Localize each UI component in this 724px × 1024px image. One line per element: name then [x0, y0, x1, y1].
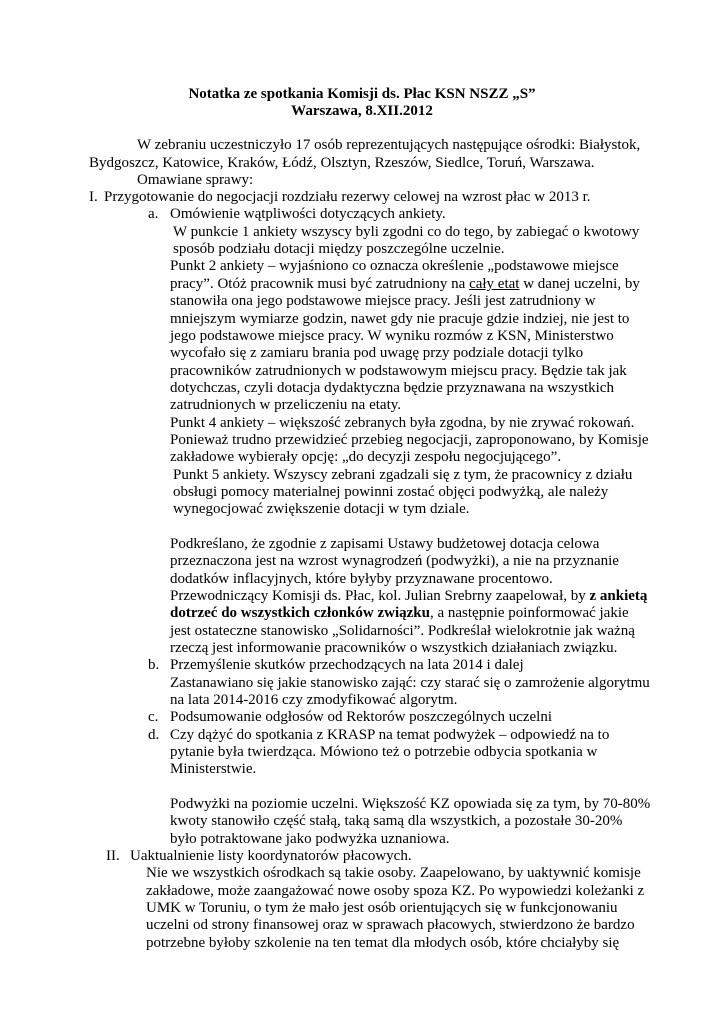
paragraph-line: Zastanawiano się jakie stanowisko zająć: czy starać się o zamrożenie algorytmu — [170, 675, 650, 691]
paragraph-line: kwoty stanowiło część stałą, taką samą dla wszystkich, a pozostałe 30-20% — [170, 813, 623, 829]
paragraph-line: uczelni od strony finansowej oraz w sprawach płacowych, stwierdzono że bardzo — [146, 917, 635, 933]
paragraph-line: pytanie była twierdząca. Mówiono też o potrzebie odbycia spotkania w — [170, 744, 598, 760]
paragraph-line: przeznaczona jest na wzrost wynagrodzeń (podwyżki), a nie na przyznanie — [170, 553, 619, 569]
section-number: II. — [106, 848, 120, 864]
intro-line: W zebraniu uczestniczyło 17 osób reprezentujących następujące ośrodki: Białystok, — [137, 137, 641, 153]
paragraph-line: potrzebne byłoby szkolenie na ten temat dla młodych osób, które chciałyby się — [146, 935, 620, 951]
text-span: Przewodniczący Komisji ds. Płac, kol. Julian Srebrny zaapelował, by — [170, 588, 590, 604]
paragraph-line: Podwyżki na poziomie uczelni. Większość KZ opowiada się za tym, by 70-80% — [170, 796, 651, 812]
paragraph-line: mniejszym wymiarze godzin, nawet gdy nie pracuje gdzie indziej, nie jest to — [170, 311, 630, 327]
paragraph-line — [170, 276, 640, 293]
paragraph-line: Ministerstwie. — [170, 761, 257, 777]
paragraph-line — [170, 588, 647, 605]
paragraph-line: zatrudnionych w przeliczeniu na etaty. — [170, 397, 402, 413]
document-title: Notatka ze spotkania Komisji ds. Płac KSN NSZZ „S” — [188, 86, 536, 102]
bold-text: dotrzeć do wszystkich członków związku — [170, 605, 430, 621]
item-letter: a. — [148, 206, 159, 222]
paragraph-line: Punkt 4 ankiety – większość zebranych była zgodna, by nie zrywać rokowań. — [170, 415, 635, 431]
paragraph-line: zakładowe wybierały opcję: „do decyzji zespołu negocjującego”. — [170, 449, 562, 465]
paragraph-line: zakładowe, może zaangażować nowe osoby spoza KZ. Po wypowiedzi koleżanki z — [146, 883, 645, 899]
paragraph-line: Punkt 2 ankiety – wyjaśniono co oznacza określenie „podstawowe miejsce — [170, 258, 619, 274]
paragraph-line — [170, 605, 629, 622]
paragraph-line: wycofało się z zamiaru brania pod uwagę przy podziale dotacji tylko — [170, 345, 584, 361]
paragraph-line: Ponieważ trudno przewidzieć przebieg negocjacji, zaproponowano, by Komisje — [170, 432, 649, 448]
paragraph-line: dodatków inflacyjnych, które byłyby przyznawane procentowo. — [170, 571, 553, 587]
bold-text: z ankietą — [589, 588, 648, 604]
paragraph-line: Podkreślano, że zgodnie z zapisami Ustawy budżetowej dotacja celowa — [170, 536, 600, 552]
paragraph-line: jest ostateczne stanowisko „Solidarności”. Podkreślał wielokrotnie jak ważną — [170, 623, 635, 639]
document-date: Warszawa, 8.XII.2012 — [291, 103, 433, 119]
item-heading: Omówienie wątpliwości dotyczących ankiety. — [170, 206, 446, 222]
paragraph-line: Punkt 5 ankiety. Wszyscy zebrani zgadzali się z tym, że pracownicy z działu — [173, 467, 633, 483]
item-letter: b. — [148, 657, 160, 673]
paragraph-line: było potraktowane jako podwyżka uznaniowa. — [170, 831, 450, 847]
paragraph-line: Nie we wszystkich ośrodkach są takie osoby. Zaapelowano, by uaktywnić komisje — [146, 865, 641, 881]
text-span: w danej uczelni, by — [519, 276, 640, 292]
section-number: I. — [89, 189, 98, 205]
intro-line: Bydgoszcz, Katowice, Kraków, Łódź, Olsztyn, Rzeszów, Siedlce, Toruń, Warszawa. — [89, 155, 595, 171]
paragraph-line: rzeczą jest informowanie pracowników o wszystkich działaniach związku. — [170, 640, 618, 656]
item-letter: c. — [148, 709, 159, 725]
paragraph-line: sposób podziału dotacji między poszczególne uczelnie. — [173, 241, 505, 257]
item-heading: Czy dążyć do spotkania z KRASP na temat podwyżek – odpowiedź na to — [170, 727, 610, 743]
item-letter: d. — [148, 727, 160, 743]
item-heading: Podsumowanie odgłosów od Rektorów poszczególnych uczelni — [170, 709, 553, 725]
paragraph-line: wynegocjować zwiększenie dotacji w tym dziale. — [173, 501, 470, 517]
text-span: pracy”. Otóż pracownik musi być zatrudniony na — [170, 276, 470, 292]
item-heading: Przemyślenie skutków przechodzących na lata 2014 i dalej — [170, 657, 524, 673]
paragraph-line: pracowników zatrudnionych w podstawowym miejscu pracy. Będzie tak jak — [170, 363, 627, 379]
paragraph-line: W punkcie 1 ankiety wszyscy byli zgodni co do tego, by zabiegać o kwotowy — [173, 224, 640, 240]
section-heading: Przygotowanie do negocjacji rozdziału rezerwy celowej na wzrost płac w 2013 r. — [104, 189, 591, 205]
agenda-label: Omawiane sprawy: — [137, 172, 254, 188]
paragraph-line: obsługi pomocy materialnej powinni zostać objęci podwyżką, ale należy — [173, 484, 609, 500]
text-span: , a następnie poinformować jakie — [429, 605, 629, 621]
paragraph-line: na lata 2014-2016 czy zmodyfikować algorytm. — [170, 692, 458, 708]
section-heading: Uaktualnienie listy koordynatorów płacowych. — [130, 848, 412, 864]
paragraph-line: UMK w Toruniu, o tym że mało jest osób orientujących się w funkcjonowaniu — [146, 900, 618, 916]
underlined-text: cały etat — [469, 276, 520, 292]
paragraph-line: dotychczas, czyli dotacja dydaktyczna będzie przyznawana na wszystkich — [170, 380, 614, 396]
paragraph-line: jego podstawowe miejsce pracy. W wyniku rozmów z KSN, Ministerstwo — [170, 328, 614, 344]
paragraph-line: stanowiła ona jego podstawowe miejsce pracy. Jeśli jest zatrudniony w — [170, 293, 596, 309]
